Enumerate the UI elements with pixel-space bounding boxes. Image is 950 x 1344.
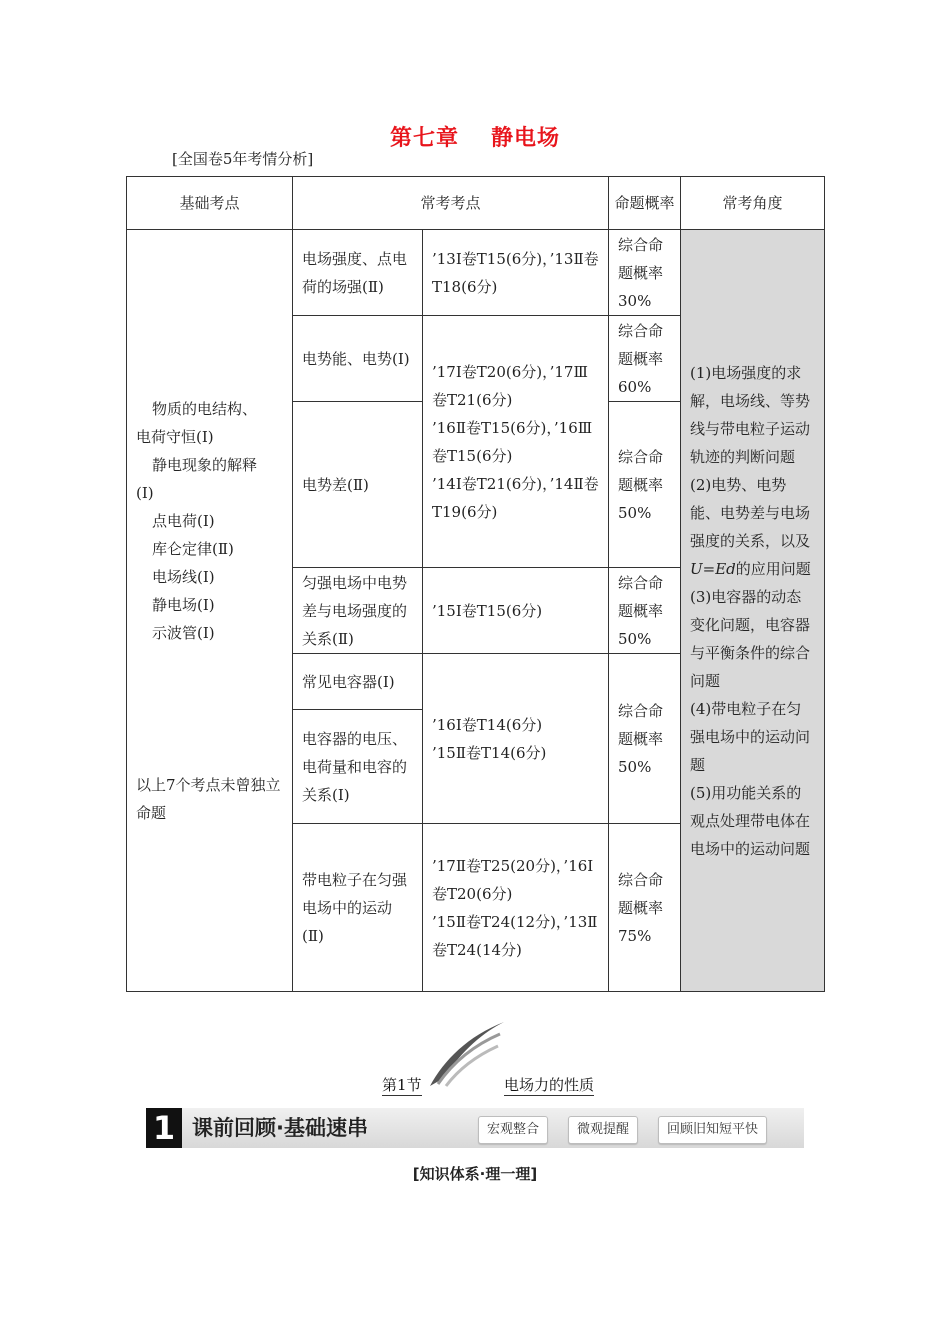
section-name: 电场力的性质 (504, 1076, 595, 1094)
analysis-subtitle: [全国卷5年考情分析] (172, 150, 314, 168)
table-header-row (127, 177, 825, 230)
prob-cell: 综合命题概率50% (609, 402, 681, 568)
exam-cell: ’15Ⅰ卷T15(6分) (423, 568, 609, 654)
prob-cell: 综合命题概率60% (609, 316, 681, 402)
macro-integration-button[interactable]: 宏观整合 (478, 1116, 548, 1144)
exam-entry: ’17Ⅰ卷T20(6分)，’17Ⅲ卷T21(6分) (432, 362, 588, 409)
basic-point: 物质的电结构、 (152, 399, 258, 418)
banner-number: 1 (146, 1108, 182, 1148)
topic-cell: 电势差(Ⅱ) (293, 402, 423, 568)
angles-cell (681, 230, 825, 992)
angle-item: (3)电容器的动态变化问题，电容器与平衡条件的综合问题 (690, 587, 811, 690)
exam-cell (423, 824, 609, 992)
formula: U=Ed (690, 559, 736, 578)
exam-entry: ’16Ⅱ卷T15(6分)，’16Ⅲ卷T15(6分) (432, 418, 593, 465)
basic-point: (Ⅰ) (136, 483, 154, 502)
basic-point: 电荷守恒(Ⅰ) (136, 427, 214, 446)
basic-note: 以上7个考点未曾独立命题 (136, 775, 281, 822)
basic-points-cell (127, 230, 293, 992)
topic-cell: 匀强电场中电势差与电场强度的关系(Ⅱ) (293, 568, 423, 654)
topic-cell: 电势能、电势(Ⅰ) (293, 316, 423, 402)
exam-cell: ’13Ⅰ卷T15(6分)，’13Ⅱ卷T18(6分) (423, 230, 609, 316)
header-common: 常考考点 (293, 177, 609, 230)
basic-point: 库仑定律(Ⅱ) (152, 539, 234, 558)
exam-entry: ’15Ⅱ卷T14(6分) (432, 743, 547, 762)
knowledge-heading: [知识体系·理一理] (412, 1165, 538, 1183)
basic-point: 示波管(Ⅰ) (152, 623, 215, 642)
basic-point: 静电场(Ⅰ) (152, 595, 215, 614)
exam-entry: ’16Ⅰ卷T14(6分) (432, 715, 543, 734)
basic-point: 点电荷(Ⅰ) (152, 511, 215, 530)
micro-reminder-button[interactable]: 微观提醒 (568, 1116, 638, 1144)
chapter-label: 第七章 (389, 126, 459, 151)
angle-item: (2)电势、电势能、电势差与电场强度的关系，以及 (690, 475, 811, 550)
header-basic: 基础考点 (127, 177, 293, 230)
chapter-name: 静电场 (491, 126, 561, 151)
topic-cell: 电场强度、点电荷的场强(Ⅱ) (293, 230, 423, 316)
topic-cell: 带电粒子在匀强电场中的运动(Ⅱ) (293, 824, 423, 992)
basic-point: 电场线(Ⅰ) (152, 567, 215, 586)
topic-cell: 常见电容器(Ⅰ) (293, 654, 423, 710)
angle-item: (1)电场强度的求解，电场线、等势线与带电粒子运动轨迹的判断问题 (690, 363, 811, 466)
exam-cell (423, 316, 609, 568)
angle-item: 的应用问题 (735, 559, 811, 578)
basic-point: 静电现象的解释 (152, 455, 258, 474)
header-angle: 常考角度 (681, 177, 825, 230)
section-swoosh-icon (424, 1020, 508, 1090)
prob-cell: 综合命题概率30% (609, 230, 681, 316)
prob-cell: 综合命题概率50% (609, 568, 681, 654)
angle-item: (5)用功能关系的观点处理带电体在电场中的运动问题 (690, 783, 811, 858)
chapter-banner (146, 1108, 804, 1148)
exam-entry: ’14Ⅰ卷T21(6分)，’14Ⅱ卷T19(6分) (432, 474, 599, 521)
review-button[interactable]: 回顾旧知短平快 (658, 1116, 767, 1144)
topic-cell: 电容器的电压、电荷量和电容的关系(Ⅰ) (293, 710, 423, 824)
exam-entry: ’17Ⅱ卷T25(20分)，’16Ⅰ卷T20(6分) (432, 856, 594, 903)
header-prob: 命题概率 (609, 177, 681, 230)
angle-item: (4)带电粒子在匀强电场中的运动问题 (690, 699, 811, 774)
banner-title: 课前回顾·基础速串 (192, 1116, 368, 1140)
chapter-title (0, 121, 950, 152)
prob-cell: 综合命题概率50% (609, 654, 681, 824)
exam-entry: ’15Ⅱ卷T24(12分)，’13Ⅱ卷T24(14分) (432, 912, 598, 959)
exam-analysis-table (126, 176, 825, 992)
exam-cell (423, 654, 609, 824)
table-row (127, 230, 825, 316)
section-label: 第1节 (382, 1076, 422, 1094)
prob-cell: 综合命题概率75% (609, 824, 681, 992)
